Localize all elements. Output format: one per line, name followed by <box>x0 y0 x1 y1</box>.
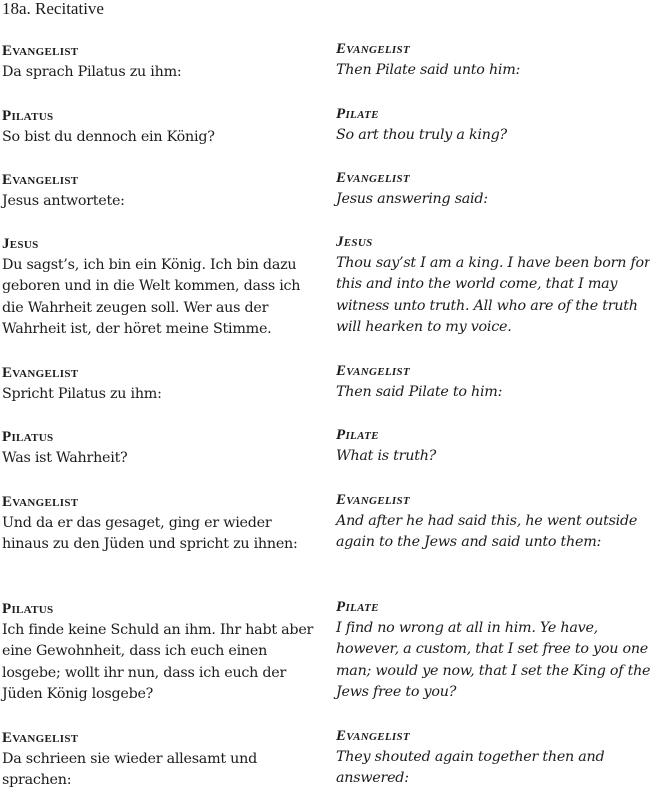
passage-text: They shouted again together then and answered: <box>336 749 605 787</box>
speaker-name: Evangelist <box>2 730 79 746</box>
passage-text: So bist du dennoch ein König? <box>2 129 215 145</box>
speaker-name: Pilate <box>336 599 379 615</box>
passage-text: Then said Pilate to him: <box>336 384 503 400</box>
passage-text: So art thou truly a king? <box>336 127 507 143</box>
speaker-name: Pilatus <box>2 108 54 124</box>
passage-text: Was ist Wahrheit? <box>2 450 128 466</box>
speaker-name: Evangelist <box>336 363 410 379</box>
passage-text: Jesus answering said: <box>336 191 488 207</box>
speaker-name: Evangelist <box>336 170 410 186</box>
speaker-name: Evangelist <box>336 41 410 57</box>
speaker-name: Pilatus <box>2 429 54 445</box>
speaker-name: Jesus <box>336 234 373 250</box>
german-passage-2 <box>2 106 318 148</box>
passage-text: Du sagst’s, ich bin ein König. Ich bin dazu geboren und in die Welt kommen, dass ich die Wahrheit zeugen soll. Wer aus der Wahrheit ist, der höret meine Stimme. <box>2 257 301 338</box>
english-passage-1 <box>336 39 650 81</box>
speaker-name: Pilate <box>336 427 379 443</box>
passage-text: What is truth? <box>336 448 437 464</box>
english-passage-6 <box>336 425 650 467</box>
speaker-name: Evangelist <box>2 172 79 188</box>
passage-text: Jesus antwortete: <box>2 193 125 209</box>
passage-text: Ich finde keine Schuld an ihm. Ihr habt aber eine Gewohnheit, dass ich euch einen losgebe; wollt ihr nun, dass ich euch der Jüden König losgebe? <box>2 622 314 703</box>
speaker-name: Pilate <box>336 106 379 122</box>
german-passage-9 <box>2 728 318 792</box>
passage-text: I find no wrong at all in him. Ye have, however, a custom, that I set free to you one man; would ye now, that I set the King of the Jews free to you? <box>336 620 650 701</box>
speaker-name: Evangelist <box>2 494 79 510</box>
german-passage-4 <box>2 234 318 341</box>
passage-text: Da sprach Pilatus zu ihm: <box>2 64 182 80</box>
german-passage-8 <box>2 599 318 706</box>
english-passage-3 <box>336 168 650 210</box>
section-title: 18a. Recitative <box>2 0 104 18</box>
english-passage-8 <box>336 597 650 704</box>
german-passage-3 <box>2 170 318 212</box>
passage-text: Then Pilate said unto him: <box>336 62 521 78</box>
english-passage-5 <box>336 361 650 403</box>
german-passage-7 <box>2 492 318 556</box>
speaker-name: Evangelist <box>2 365 79 381</box>
german-passage-5 <box>2 363 318 405</box>
speaker-name: Evangelist <box>336 728 410 744</box>
speaker-name: Evangelist <box>336 492 410 508</box>
english-passage-7 <box>336 490 650 554</box>
passage-text: Da schrieen sie wieder allesamt und sprachen: <box>2 751 257 789</box>
passage-text: And after he had said this, he went outside again to the Jews and said unto them: <box>336 513 638 551</box>
german-passage-1 <box>2 41 318 83</box>
speaker-name: Evangelist <box>2 43 79 59</box>
german-passage-6 <box>2 427 318 469</box>
passage-text: Spricht Pilatus zu ihm: <box>2 386 162 402</box>
speaker-name: Pilatus <box>2 601 54 617</box>
passage-text: Thou say’st I am a king. I have been born for this and into the world come, that I may witness unto truth. All who are of the truth will hearken to my voice. <box>336 255 650 336</box>
speaker-name: Jesus <box>2 236 39 252</box>
english-passage-2 <box>336 104 650 146</box>
english-passage-9 <box>336 726 650 790</box>
english-passage-4 <box>336 232 650 339</box>
passage-text: Und da er das gesaget, ging er wieder hinaus zu den Jüden und spricht zu ihnen: <box>2 515 298 553</box>
